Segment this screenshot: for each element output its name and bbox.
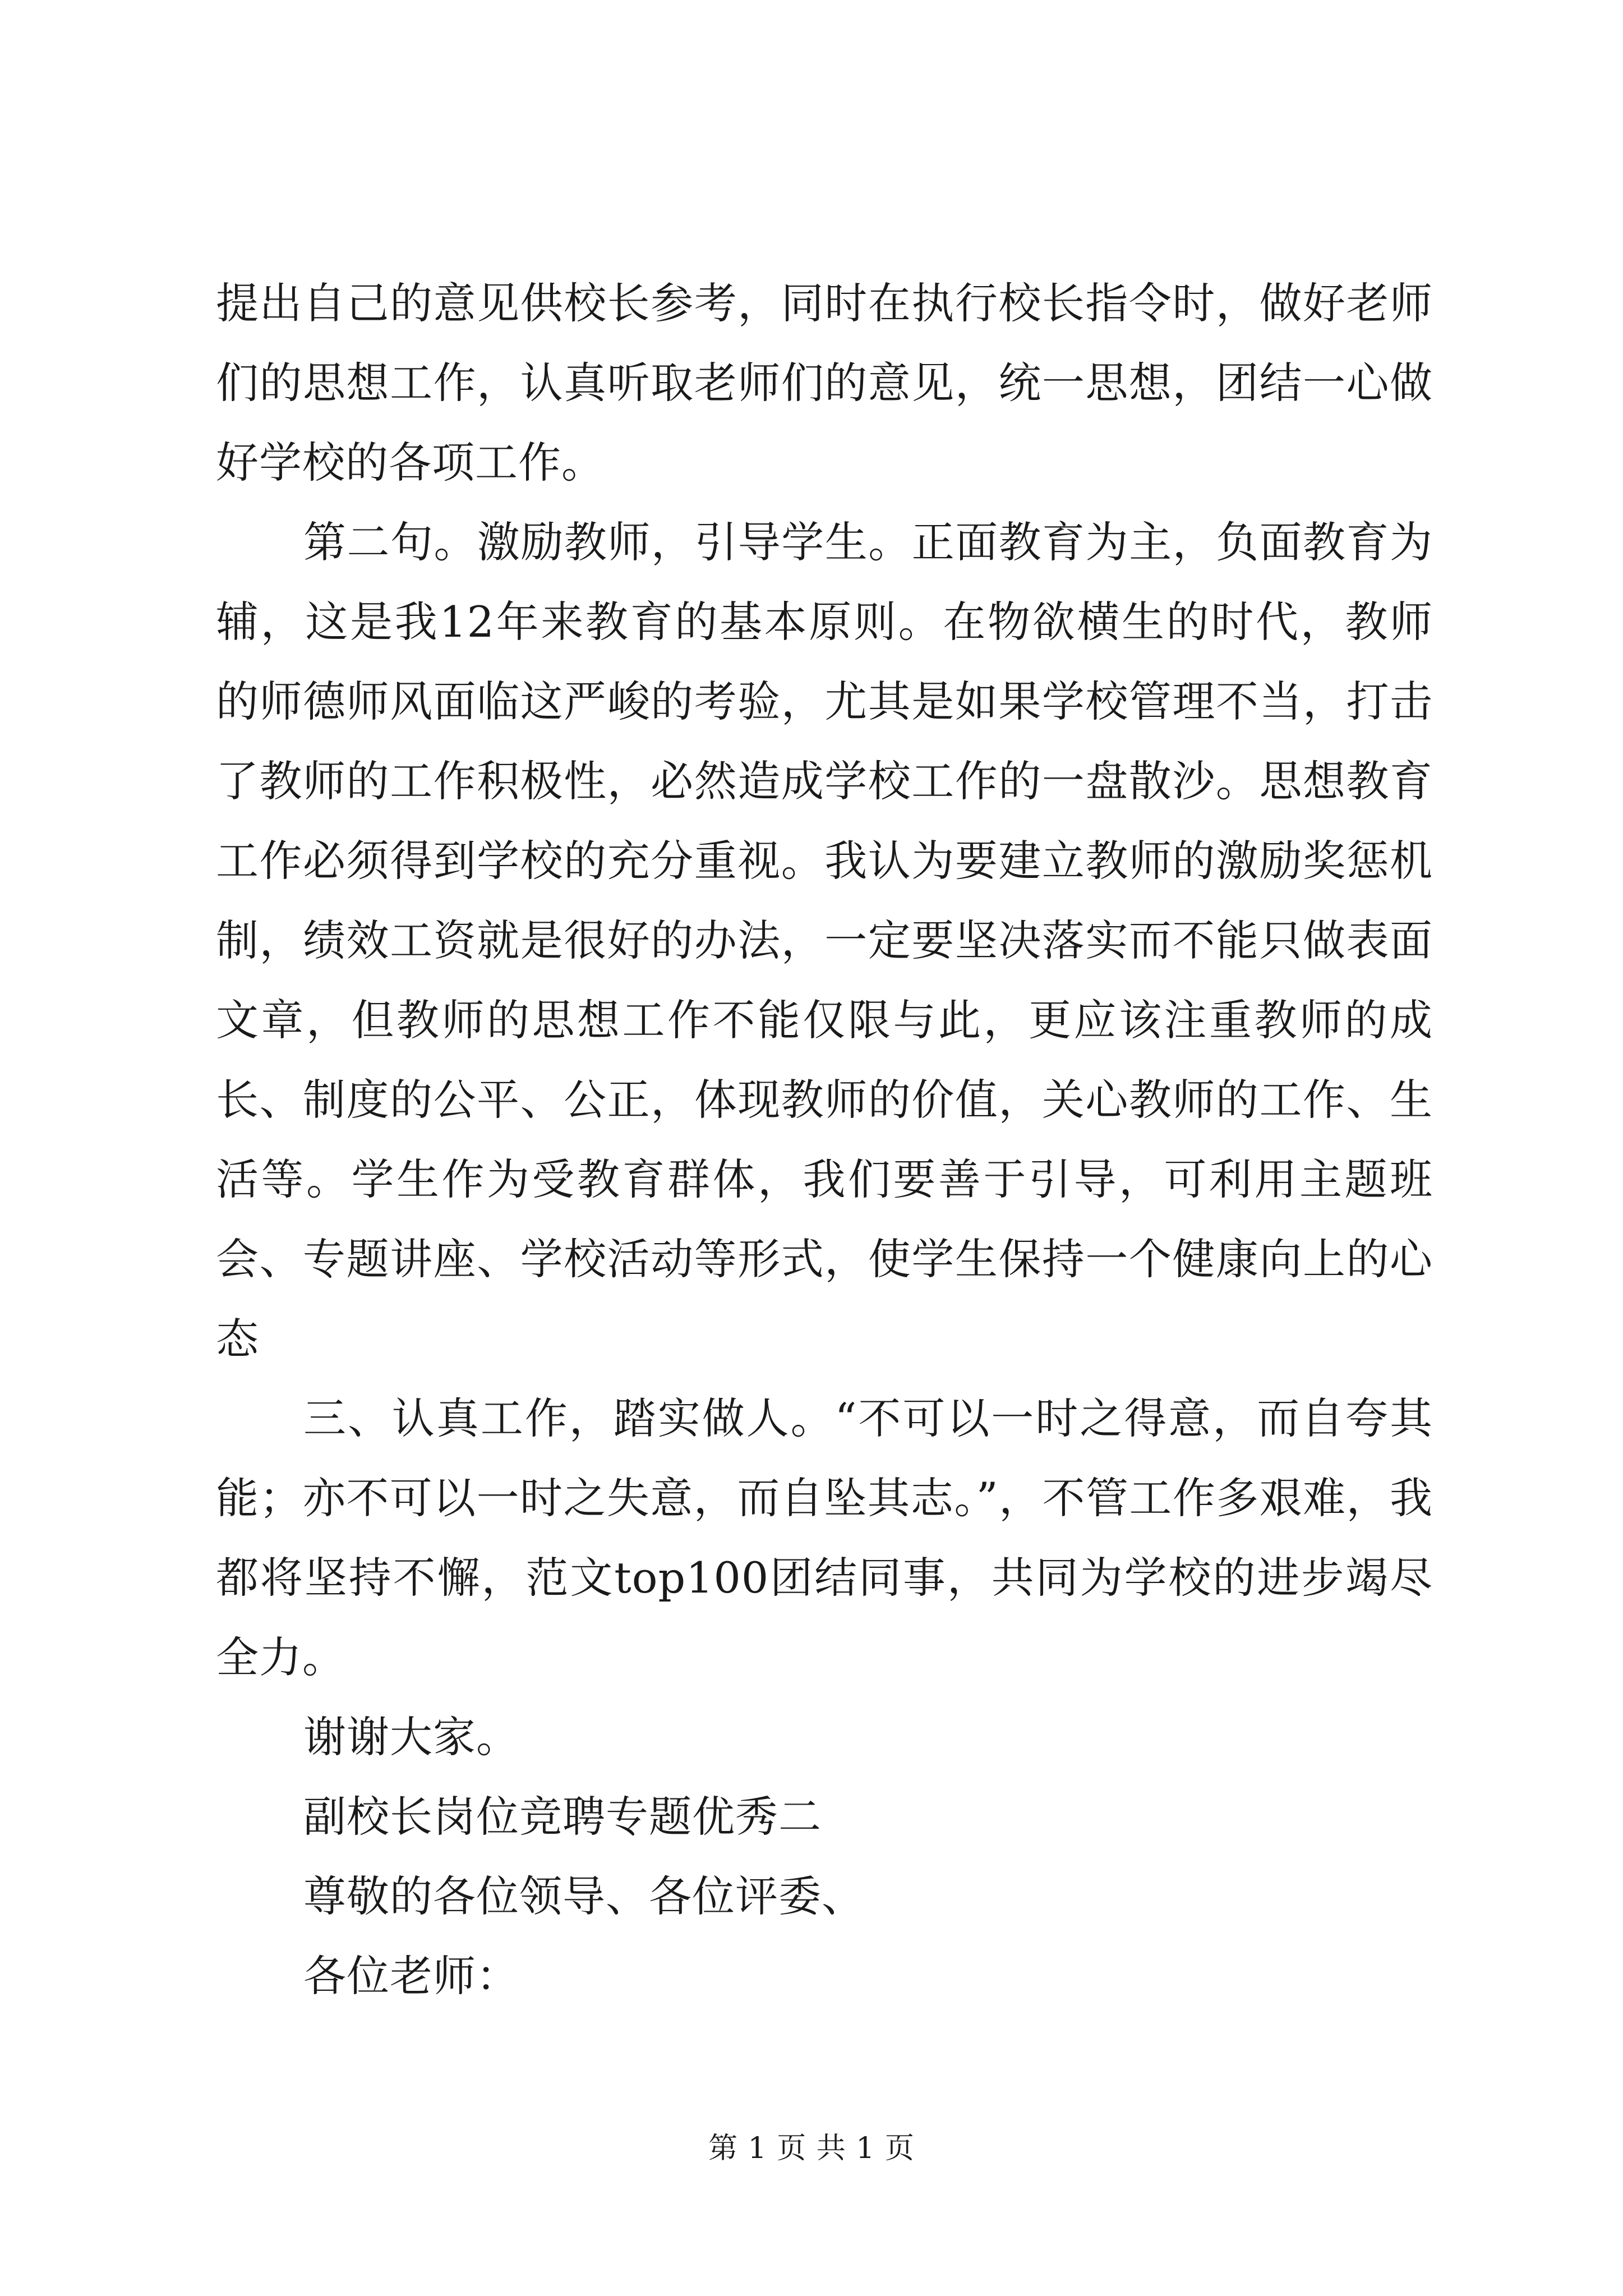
section-heading: 副校长岗位竞聘专题优秀二 — [303, 1792, 822, 1842]
salutation-line-1: 尊敬的各位领导、各位评委、 — [303, 1871, 865, 1921]
document-body — [216, 264, 1433, 2016]
paragraph-thanks: 谢谢大家。 — [303, 1712, 519, 1762]
paragraph-second-point: 第二句。激励教师，引导学生。正面教育为主，负面教育为辅，这是我12年来教育的基本原则。在物欲横生的时代，教师的师德师风面临这严峻的考验，尤其是如果学校管理不当，打击了教师的工作积极性，必然造成学校工作的一盘散沙。思想教育工作必须得到学校的充分重视。我认为要建立教师的激励奖惩机制，绩效工资就是很好的办法，一定要坚决落实而不能只做表面文章，但教师的思想工作不能仅限与此，更应该注重教师的成长、制度的公平、公正，体现教师的价值，关心教师的工作、生活等。学生作为受教育群体，我们要善于引导，可利用主题班会、专题讲座、学校活动等形式，使学生保持一个健康向上的心态 — [216, 517, 1433, 1364]
salutation-line-2: 各位老师： — [303, 1951, 519, 2001]
page-footer: 第 1 页 共 1 页 — [708, 2132, 915, 2165]
paragraph-continuation: 提出自己的意见供校长参考，同时在执行校长指令时，做好老师们的思想工作，认真听取老师们的意见，统一思想，团结一心做好学校的各项工作。 — [216, 278, 1433, 487]
paragraph-third-point: 三、认真工作，踏实做人。“不可以一时之得意，而自夸其能；亦不可以一时之失意，而自坠其志。”，不管工作多艰难，我都将坚持不懈，范文top100团结同事，共同为学校的进步竭尽全力。 — [216, 1393, 1433, 1682]
